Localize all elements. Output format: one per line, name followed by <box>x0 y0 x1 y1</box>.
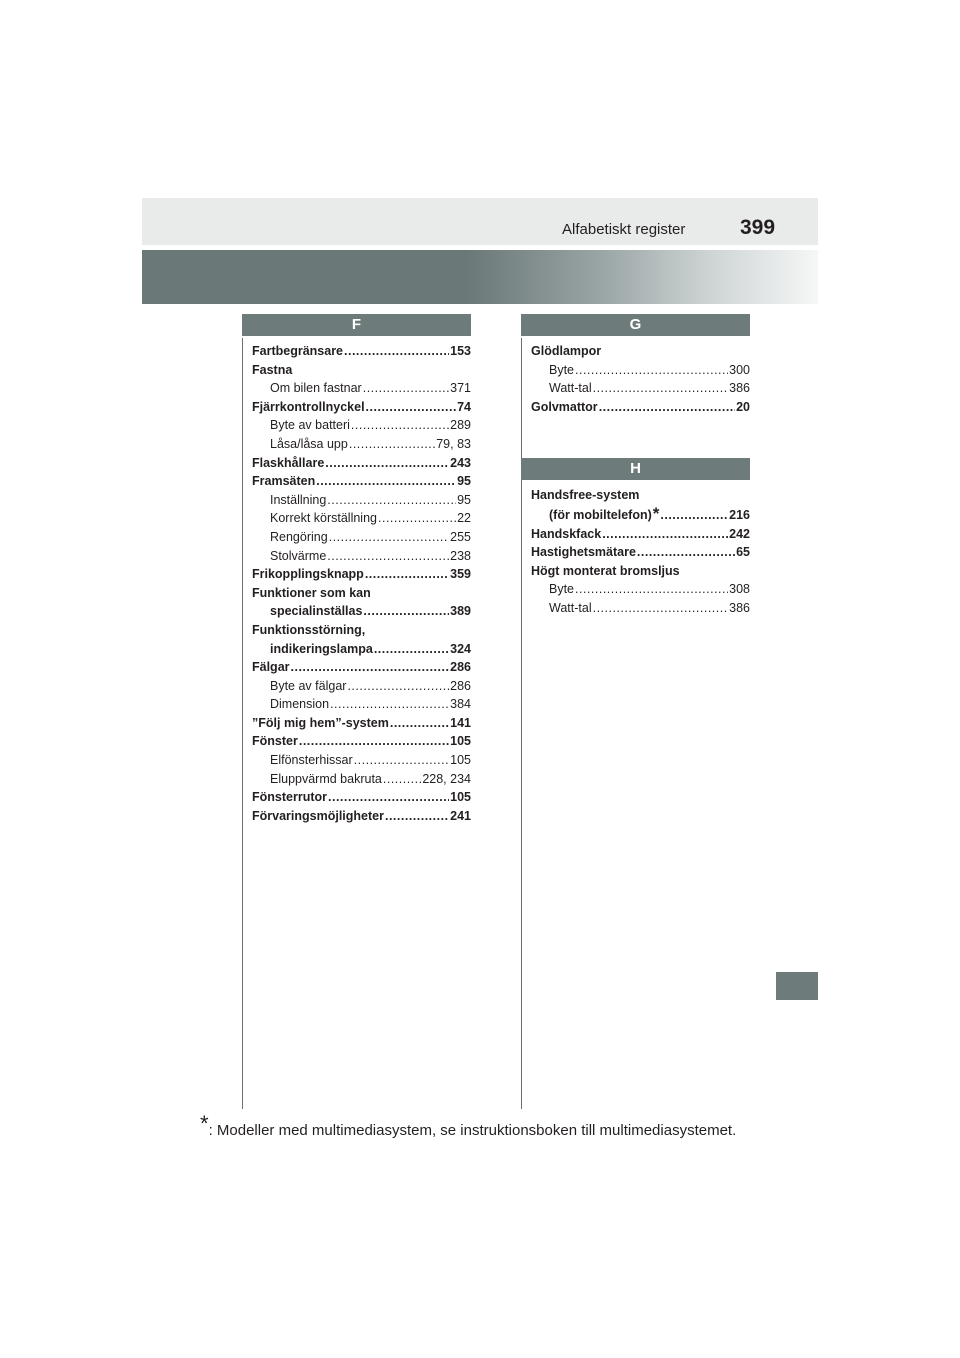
entry-page: 153 <box>450 344 471 358</box>
entry-text: Fälgar <box>252 660 290 675</box>
header-band <box>142 198 818 245</box>
entry-page: 359 <box>450 567 471 582</box>
index-column-g-h <box>521 314 750 618</box>
dot-leader <box>327 547 449 566</box>
index-entry[interactable] <box>531 543 750 562</box>
entry-list-g <box>521 336 750 416</box>
dot-leader <box>347 677 449 696</box>
entry-page: 386 <box>729 600 750 615</box>
footnote-text: : Modeller med multimediasystem, se instruktionsboken till multimediasystemet. <box>208 1122 737 1139</box>
dot-leader <box>354 751 449 770</box>
index-subentry[interactable] <box>531 580 750 599</box>
entry-text: indikeringslampa <box>270 641 373 656</box>
entry-page: 243 <box>450 455 471 470</box>
dot-leader <box>299 732 449 751</box>
index-subentry[interactable] <box>252 379 471 398</box>
index-subentry[interactable] <box>252 435 471 454</box>
entry-list-h <box>521 480 750 617</box>
index-subentry[interactable] <box>252 751 471 770</box>
entry-text: Glödlampor <box>531 344 602 358</box>
entry-text: (för mobiltelefon) <box>549 507 652 522</box>
entry-text: Stolvärme <box>270 548 327 563</box>
dot-leader <box>575 580 728 599</box>
dot-leader <box>660 506 728 525</box>
entry-page: 324 <box>450 641 471 656</box>
entry-list-f <box>242 336 471 825</box>
dot-leader <box>374 640 449 659</box>
index-entry[interactable] <box>252 454 471 473</box>
entry-text: Fastna <box>252 362 293 377</box>
entry-text: Fartbegränsare <box>252 344 344 358</box>
index-entry-continuation[interactable] <box>252 640 471 659</box>
index-entry[interactable] <box>531 398 750 417</box>
entry-text: Byte <box>549 362 575 377</box>
dot-leader <box>329 528 449 547</box>
entry-text: specialinställas <box>270 604 363 619</box>
index-entry[interactable] <box>252 398 471 417</box>
thumb-index-tab <box>776 972 818 1000</box>
entry-page: 289 <box>450 418 471 433</box>
entry-text: Byte av fälgar <box>270 678 347 693</box>
dot-leader <box>291 658 450 677</box>
entry-page: 95 <box>457 492 471 507</box>
dot-leader <box>637 543 735 562</box>
entry-page: 228, 234 <box>422 771 471 786</box>
entry-text: Byte <box>549 582 575 597</box>
section-title: Alfabetiskt register <box>562 221 686 238</box>
dot-leader <box>385 807 449 826</box>
entry-page: 308 <box>729 582 750 597</box>
entry-text: Watt-tal <box>549 381 592 396</box>
entry-text: Låsa/låsa upp <box>270 436 348 451</box>
dot-leader <box>365 565 449 584</box>
footnote-star: * <box>200 1111 209 1136</box>
entry-page: 286 <box>450 660 471 675</box>
entry-text: Fönsterrutor <box>252 790 327 805</box>
entry-page: 255 <box>450 529 471 544</box>
dot-leader <box>390 714 449 733</box>
index-subentry[interactable] <box>252 695 471 714</box>
index-entry[interactable] <box>531 525 750 544</box>
index-entry[interactable] <box>252 714 471 733</box>
index-subentry[interactable] <box>252 509 471 528</box>
index-entry[interactable] <box>252 342 471 361</box>
entry-page: 216 <box>729 507 750 522</box>
entry-text: Rengöring <box>270 529 328 544</box>
index-entry[interactable] <box>531 342 750 361</box>
entry-page: 286 <box>450 678 471 693</box>
index-entry-continuation[interactable] <box>252 602 471 621</box>
section-gap <box>521 416 750 458</box>
letter-heading-f: F <box>242 314 471 336</box>
dot-leader <box>330 695 449 714</box>
dot-leader <box>599 398 735 417</box>
dot-leader <box>349 435 435 454</box>
index-entry[interactable] <box>531 562 750 581</box>
entry-page: 65 <box>736 545 750 560</box>
entry-page: 238 <box>450 548 471 563</box>
entry-text: Frikopplingsknapp <box>252 567 364 582</box>
entry-page: 105 <box>450 734 471 749</box>
entry-text: Watt-tal <box>549 600 592 615</box>
entry-text: Handsfree-system <box>531 488 640 503</box>
entry-page: 22 <box>457 511 471 526</box>
letter-heading-g: G <box>521 314 750 336</box>
entry-text: Fjärrkontrollnyckel <box>252 399 365 414</box>
index-entry-continuation[interactable] <box>531 505 750 525</box>
dot-leader <box>602 525 728 544</box>
index-subentry[interactable] <box>531 599 750 618</box>
dot-leader <box>325 454 449 473</box>
entry-page: 300 <box>729 362 750 377</box>
entry-page: 105 <box>450 790 471 805</box>
dot-leader <box>344 342 449 361</box>
entry-text: Funktioner som kan <box>252 585 371 600</box>
entry-page: 79, 83 <box>436 436 471 451</box>
dot-leader <box>575 361 728 380</box>
index-subentry[interactable] <box>252 528 471 547</box>
entry-text: ”Följ mig hem”-system <box>252 715 389 730</box>
index-entry[interactable] <box>252 565 471 584</box>
page-number: 399 <box>740 216 776 239</box>
entry-text: Framsäten <box>252 474 316 489</box>
entry-page: 141 <box>450 715 471 730</box>
index-entry[interactable] <box>252 788 471 807</box>
dot-leader <box>363 379 449 398</box>
dot-leader <box>593 599 729 618</box>
index-entry[interactable] <box>252 807 471 826</box>
entry-text: Byte av batteri <box>270 418 350 433</box>
index-subentry[interactable] <box>252 677 471 696</box>
footnote <box>200 1111 736 1139</box>
entry-page: 95 <box>457 474 471 489</box>
entry-text: Hastighetsmätare <box>531 545 636 560</box>
index-subentry[interactable] <box>531 361 750 380</box>
dot-leader <box>383 770 421 789</box>
dot-leader <box>593 379 729 398</box>
entry-page: 242 <box>729 526 750 541</box>
dot-leader <box>351 416 449 435</box>
index-subentry[interactable] <box>252 416 471 435</box>
entry-text: Handskfack <box>531 526 602 541</box>
letter-heading-h: H <box>521 458 750 480</box>
dot-leader <box>328 788 449 807</box>
index-subentry[interactable] <box>252 491 471 510</box>
entry-text: Högt monterat bromsljus <box>531 563 680 578</box>
entry-text: Dimension <box>270 697 330 712</box>
entry-text: Inställning <box>270 492 327 507</box>
entry-text: Elfönsterhissar <box>270 753 353 768</box>
entry-page: 384 <box>450 697 471 712</box>
decorative-gradient-bar <box>142 250 818 304</box>
entry-page: 74 <box>457 399 471 414</box>
entry-page: 105 <box>450 753 471 768</box>
entry-text: Eluppvärmd bakruta <box>270 771 382 786</box>
entry-page: 389 <box>450 604 471 619</box>
dot-leader <box>378 509 456 528</box>
index-entry[interactable] <box>531 486 750 505</box>
entry-text: Förvaringsmöjligheter <box>252 808 384 823</box>
entry-page: 241 <box>450 808 471 823</box>
dot-leader <box>316 472 456 491</box>
entry-page: 371 <box>450 381 471 396</box>
index-subentry[interactable] <box>252 770 471 789</box>
entry-page: 20 <box>736 399 750 414</box>
dot-leader <box>363 602 449 621</box>
index-entry[interactable] <box>252 621 471 640</box>
entry-text: Om bilen fastnar <box>270 381 362 396</box>
entry-text: Flaskhållare <box>252 455 325 470</box>
index-entry[interactable] <box>252 658 471 677</box>
index-subentry[interactable] <box>252 547 471 566</box>
entry-text: Funktionsstörning, <box>252 622 366 637</box>
entry-text: Korrekt körställning <box>270 511 377 526</box>
entry-page: 386 <box>729 381 750 396</box>
entry-text: Golvmattor <box>531 399 598 414</box>
entry-text: Fönster <box>252 734 298 749</box>
index-entry[interactable] <box>252 584 471 603</box>
index-column-f <box>242 314 471 825</box>
index-subentry[interactable] <box>531 379 750 398</box>
dot-leader <box>366 398 457 417</box>
index-entry[interactable] <box>252 361 471 380</box>
dot-leader <box>327 491 456 510</box>
footnote-star-marker: * <box>652 503 660 523</box>
index-entry[interactable] <box>252 472 471 491</box>
index-entry[interactable] <box>252 732 471 751</box>
